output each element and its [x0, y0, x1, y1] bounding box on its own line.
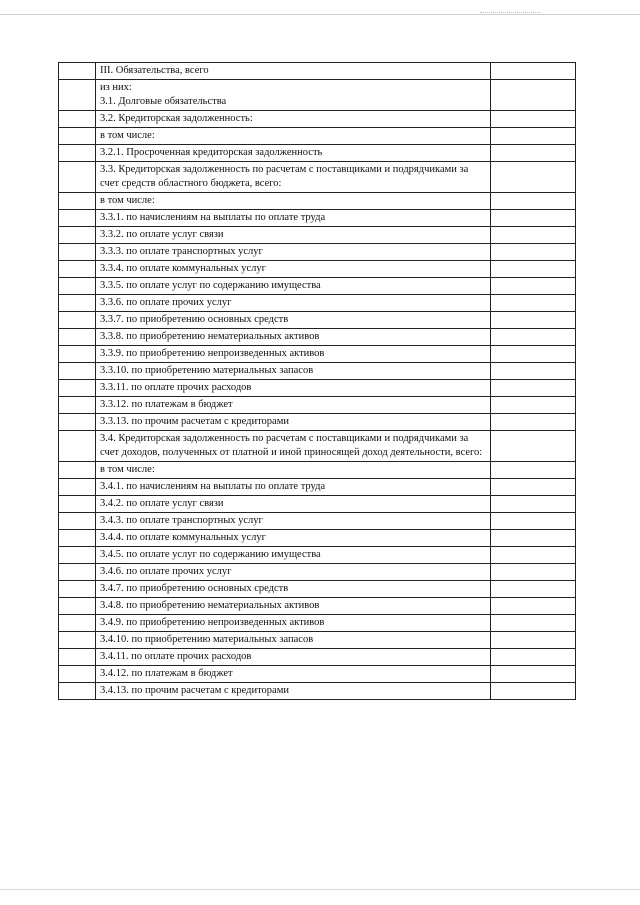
- row-label-cell: 3.3.2. по оплате услуг связи: [96, 227, 491, 244]
- row-number-cell: [59, 80, 96, 111]
- row-number-cell: [59, 162, 96, 193]
- row-label-cell: в том числе:: [96, 128, 491, 145]
- row-number-cell: [59, 227, 96, 244]
- row-number-cell: [59, 564, 96, 581]
- table-row: [59, 111, 576, 128]
- table-row: [59, 513, 576, 530]
- row-label-cell: 3.3.9. по приобретению непроизведенных активов: [96, 346, 491, 363]
- row-label-cell: 3.3.4. по оплате коммунальных услуг: [96, 261, 491, 278]
- table-row: [59, 227, 576, 244]
- table-row: [59, 244, 576, 261]
- row-number-cell: [59, 312, 96, 329]
- row-value-cell: [491, 462, 576, 479]
- row-label-cell: 3.3.3. по оплате транспортных услуг: [96, 244, 491, 261]
- table-row: [59, 683, 576, 700]
- row-number-cell: [59, 615, 96, 632]
- table-row: [59, 431, 576, 462]
- row-value-cell: [491, 128, 576, 145]
- table-row: [59, 145, 576, 162]
- row-value-cell: [491, 363, 576, 380]
- row-number-cell: [59, 329, 96, 346]
- table-row: [59, 210, 576, 227]
- row-number-cell: [59, 111, 96, 128]
- table-row: [59, 329, 576, 346]
- row-value-cell: [491, 513, 576, 530]
- row-label-cell: в том числе:: [96, 193, 491, 210]
- row-number-cell: [59, 145, 96, 162]
- table-row: [59, 80, 576, 111]
- row-label-cell: 3.4.5. по оплате услуг по содержанию имущества: [96, 547, 491, 564]
- row-label-cell: 3.3.6. по оплате прочих услуг: [96, 295, 491, 312]
- row-label-cell: III. Обязательства, всего: [96, 63, 491, 80]
- row-number-cell: [59, 632, 96, 649]
- row-label-cell: 3.3.5. по оплате услуг по содержанию имущества: [96, 278, 491, 295]
- row-number-cell: [59, 193, 96, 210]
- table-row: [59, 496, 576, 513]
- row-number-cell: [59, 363, 96, 380]
- row-value-cell: [491, 312, 576, 329]
- row-value-cell: [491, 111, 576, 128]
- row-number-cell: [59, 295, 96, 312]
- row-label-cell: 3.3.12. по платежам в бюджет: [96, 397, 491, 414]
- table-row: [59, 649, 576, 666]
- scan-artifact-top: [480, 12, 540, 13]
- table-row: [59, 462, 576, 479]
- table-row: [59, 479, 576, 496]
- row-number-cell: [59, 649, 96, 666]
- row-number-cell: [59, 513, 96, 530]
- obligations-table-body: [59, 63, 576, 700]
- row-label-cell: 3.3. Кредиторская задолженность по расчетам с поставщиками и подрядчиками за счет средств областного бюджета, всего:: [96, 162, 491, 193]
- row-value-cell: [491, 162, 576, 193]
- row-label-cell: 3.4. Кредиторская задолженность по расчетам с поставщиками и подрядчиками за счет доходов, полученных от платной и иной приносящей доход деятельности, всего:: [96, 431, 491, 462]
- row-label-cell: 3.4.9. по приобретению непроизведенных активов: [96, 615, 491, 632]
- row-value-cell: [491, 615, 576, 632]
- row-number-cell: [59, 479, 96, 496]
- row-value-cell: [491, 649, 576, 666]
- row-label-cell: 3.4.7. по приобретению основных средств: [96, 581, 491, 598]
- row-value-cell: [491, 598, 576, 615]
- table-row: [59, 380, 576, 397]
- row-number-cell: [59, 547, 96, 564]
- row-value-cell: [491, 346, 576, 363]
- row-value-cell: [491, 210, 576, 227]
- row-label-cell: 3.3.11. по оплате прочих расходов: [96, 380, 491, 397]
- row-value-cell: [491, 496, 576, 513]
- row-number-cell: [59, 210, 96, 227]
- row-value-cell: [491, 227, 576, 244]
- row-value-cell: [491, 632, 576, 649]
- row-label-cell: 3.4.4. по оплате коммунальных услуг: [96, 530, 491, 547]
- row-number-cell: [59, 63, 96, 80]
- row-label-cell: 3.4.8. по приобретению нематериальных активов: [96, 598, 491, 615]
- table-row: [59, 63, 576, 80]
- row-label-cell: 3.3.13. по прочим расчетам с кредиторами: [96, 414, 491, 431]
- row-number-cell: [59, 598, 96, 615]
- table-row: [59, 615, 576, 632]
- row-value-cell: [491, 479, 576, 496]
- row-label-cell: 3.4.13. по прочим расчетам с кредиторами: [96, 683, 491, 700]
- table-row: [59, 278, 576, 295]
- table-row: [59, 193, 576, 210]
- row-number-cell: [59, 666, 96, 683]
- row-value-cell: [491, 145, 576, 162]
- row-number-cell: [59, 431, 96, 462]
- table-row: [59, 128, 576, 145]
- obligations-table: [58, 62, 576, 700]
- row-label-cell: 3.4.10. по приобретению материальных запасов: [96, 632, 491, 649]
- row-label-cell: 3.4.2. по оплате услуг связи: [96, 496, 491, 513]
- row-value-cell: [491, 581, 576, 598]
- row-value-cell: [491, 414, 576, 431]
- table-row: [59, 598, 576, 615]
- row-value-cell: [491, 564, 576, 581]
- row-value-cell: [491, 431, 576, 462]
- table-row: [59, 564, 576, 581]
- row-number-cell: [59, 380, 96, 397]
- table-row: [59, 632, 576, 649]
- table-row: [59, 397, 576, 414]
- row-value-cell: [491, 261, 576, 278]
- table-row: [59, 530, 576, 547]
- row-label-cell: 3.4.11. по оплате прочих расходов: [96, 649, 491, 666]
- row-label-cell: 3.3.10. по приобретению материальных запасов: [96, 363, 491, 380]
- row-value-cell: [491, 278, 576, 295]
- table-row: [59, 346, 576, 363]
- row-label-cell: 3.4.3. по оплате транспортных услуг: [96, 513, 491, 530]
- row-value-cell: [491, 329, 576, 346]
- scan-edge-bottom: [0, 889, 640, 890]
- table-row: [59, 295, 576, 312]
- table-row: [59, 261, 576, 278]
- table-row: [59, 547, 576, 564]
- table-row: [59, 363, 576, 380]
- row-value-cell: [491, 380, 576, 397]
- row-value-cell: [491, 193, 576, 210]
- row-label-cell: 3.2.1. Просроченная кредиторская задолженность: [96, 145, 491, 162]
- row-value-cell: [491, 244, 576, 261]
- table-row: [59, 312, 576, 329]
- row-value-cell: [491, 547, 576, 564]
- row-number-cell: [59, 530, 96, 547]
- row-number-cell: [59, 261, 96, 278]
- table-row: [59, 666, 576, 683]
- row-label-cell: 3.4.6. по оплате прочих услуг: [96, 564, 491, 581]
- row-number-cell: [59, 346, 96, 363]
- row-number-cell: [59, 496, 96, 513]
- row-number-cell: [59, 462, 96, 479]
- row-number-cell: [59, 683, 96, 700]
- row-label-cell: 3.3.1. по начислениям на выплаты по оплате труда: [96, 210, 491, 227]
- table-row: [59, 414, 576, 431]
- row-label-cell: в том числе:: [96, 462, 491, 479]
- row-value-cell: [491, 397, 576, 414]
- row-number-cell: [59, 414, 96, 431]
- row-number-cell: [59, 128, 96, 145]
- row-value-cell: [491, 666, 576, 683]
- scan-edge-top: [0, 14, 640, 15]
- table-row: [59, 162, 576, 193]
- row-label-cell: из них: 3.1. Долговые обязательства: [96, 80, 491, 111]
- row-label-cell: 3.3.8. по приобретению нематериальных активов: [96, 329, 491, 346]
- row-label-cell: 3.4.1. по начислениям на выплаты по оплате труда: [96, 479, 491, 496]
- row-value-cell: [491, 683, 576, 700]
- row-value-cell: [491, 295, 576, 312]
- row-value-cell: [491, 530, 576, 547]
- row-label-cell: 3.2. Кредиторская задолженность:: [96, 111, 491, 128]
- row-number-cell: [59, 581, 96, 598]
- row-number-cell: [59, 244, 96, 261]
- table-row: [59, 581, 576, 598]
- row-label-cell: 3.4.12. по платежам в бюджет: [96, 666, 491, 683]
- row-label-cell: 3.3.7. по приобретению основных средств: [96, 312, 491, 329]
- row-value-cell: [491, 63, 576, 80]
- row-number-cell: [59, 278, 96, 295]
- row-value-cell: [491, 80, 576, 111]
- row-number-cell: [59, 397, 96, 414]
